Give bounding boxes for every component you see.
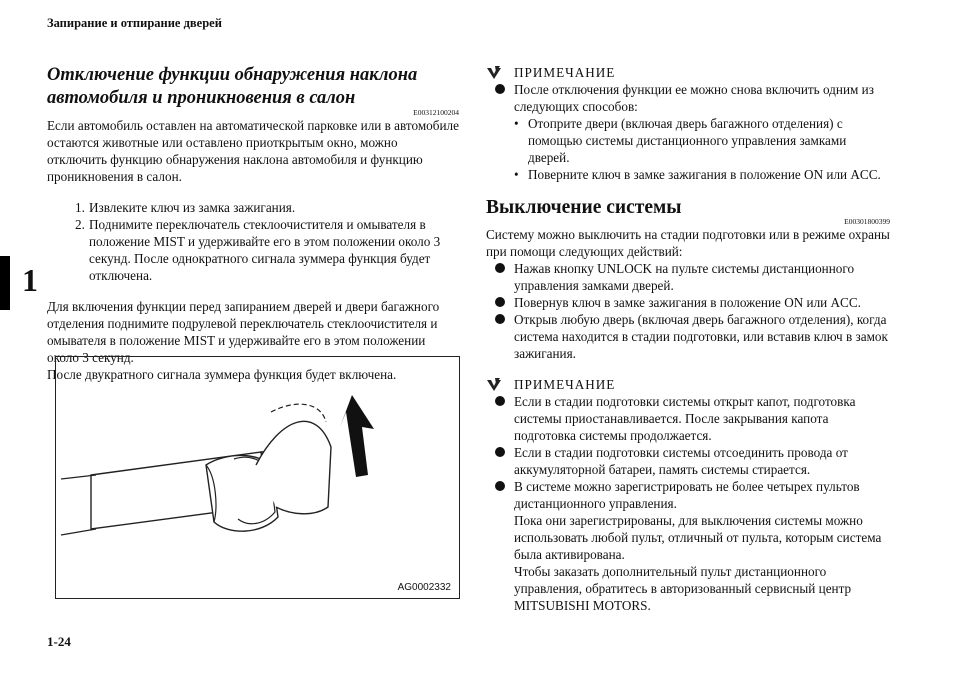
steps-list bbox=[47, 199, 459, 284]
note-bullet-item bbox=[486, 444, 890, 478]
chapter-number: 1 bbox=[22, 262, 38, 298]
note-header bbox=[486, 64, 890, 81]
step-text: Извлеките ключ из замка зажигания. bbox=[89, 200, 296, 215]
note-icon bbox=[486, 377, 502, 393]
page-number: 1-24 bbox=[47, 634, 71, 649]
step-item bbox=[47, 216, 459, 284]
note-continuation: Пока они зарегистрированы, для выключения системы можно использовать любой пульт, отличный от пульта, которым система была активирована. bbox=[514, 513, 882, 562]
wiper-lever-drawing bbox=[56, 357, 459, 598]
section-heading-tilt-intrusion: Отключение функции обнаружения наклона автомобиля и проникновения в салон bbox=[47, 65, 418, 108]
sub-item: • Отоприте двери (включая дверь багажного отделения) с помощью системы дистанционного управления замками дверей. bbox=[514, 116, 847, 165]
method-item bbox=[486, 260, 890, 294]
step-number: 2. bbox=[75, 217, 85, 232]
disarm-intro: Систему можно выключить на стадии подготовки или в режиме охраны при помощи следующих действий: bbox=[486, 227, 890, 259]
sub-item: • Поверните ключ в замке зажигания в положение ON или ACC. bbox=[514, 167, 881, 182]
note-sub-list bbox=[486, 115, 890, 183]
sub-text: Поверните ключ в замке зажигания в положение ON или ACC. bbox=[528, 167, 881, 182]
left-column bbox=[47, 64, 459, 383]
section-code: E00312100204 bbox=[413, 108, 459, 117]
bullet-dot-icon bbox=[495, 263, 505, 273]
disarm-methods-list bbox=[486, 260, 890, 362]
section-heading-disarm: Выключение системы bbox=[486, 197, 682, 218]
step-text: Поднимите переключатель стеклоочистителя и омывателя в положение MIST и удерживайте его в этом положении около 3 секунд. После однократного сигнала зуммера функция будет отключена. bbox=[89, 217, 441, 283]
note-label: ПРИМЕЧАНИЕ bbox=[514, 377, 616, 392]
bullet-dot-icon bbox=[495, 481, 505, 491]
bullet-dot-icon bbox=[495, 447, 505, 457]
bullet-text: В системе можно зарегистрировать не более четырех пультов дистанционного управления. bbox=[514, 479, 860, 511]
method-text: Открыв любую дверь (включая дверь багажного отделения), когда система находится в стадии подготовки, или вставив ключ в замок зажигания. bbox=[514, 312, 888, 361]
chapter-tab-marker bbox=[0, 256, 10, 310]
note-bullet-item bbox=[486, 81, 890, 115]
method-item bbox=[486, 311, 890, 362]
note-bullet-item bbox=[486, 393, 890, 444]
sub-text: Отоприте двери (включая дверь багажного отделения) с помощью системы дистанционного управления замками дверей. bbox=[528, 116, 847, 165]
note-bullet-item bbox=[486, 478, 890, 512]
note-icon bbox=[486, 65, 502, 81]
step-number: 1. bbox=[75, 200, 85, 215]
note2-bullets bbox=[486, 393, 890, 512]
note-continuation: Чтобы заказать дополнительный пульт дистанционного управления, обратитесь в авторизованный сервисный центр MITSUBISHI MOTORS. bbox=[514, 564, 852, 613]
method-text: Повернув ключ в замке зажигания в положение ON или ACC. bbox=[514, 295, 861, 310]
method-text: Нажав кнопку UNLOCK на пульте системы дистанционного управления замками дверей. bbox=[514, 261, 855, 293]
section-code: E00301800399 bbox=[844, 217, 890, 226]
page-header: Запирание и отпирание дверей bbox=[47, 16, 222, 30]
bullet-dot-icon bbox=[495, 84, 505, 94]
intro-paragraph: Если автомобиль оставлен на автоматической парковке или в автомобиле остаются животные или оставлено приоткрытым окно, можно отключить функцию обнаружения наклона автомобиля и функцию проникновения в салон. bbox=[47, 118, 459, 184]
bullet-dot-icon bbox=[495, 314, 505, 324]
figure-code: AG0002332 bbox=[397, 582, 451, 593]
note-bullets bbox=[486, 81, 890, 115]
note-header bbox=[486, 376, 890, 393]
wiper-lever-illustration bbox=[55, 356, 460, 599]
enable-paragraph: Для включения функции перед запиранием дверей и двери багажного отделения поднимите подрулевой переключатель стеклоочистителя и омывателя в положение MIST и удерживайте его в этом положении около 3 секунд. bbox=[47, 299, 440, 365]
bullet-dot-icon bbox=[495, 396, 505, 406]
step-item bbox=[47, 199, 459, 216]
method-item bbox=[486, 294, 890, 311]
enable-result-paragraph: После двукратного сигнала зуммера функция будет включена. bbox=[47, 367, 397, 382]
bullet-dot-icon bbox=[495, 297, 505, 307]
right-column bbox=[486, 64, 890, 614]
bullet-text: Если в стадии подготовки системы отсоединить провода от аккумуляторной батареи, память системы стирается. bbox=[514, 445, 848, 477]
bullet-text: После отключения функции ее можно снова включить одним из следующих способов: bbox=[514, 82, 874, 114]
bullet-text: Если в стадии подготовки системы открыт капот, подготовка системы приостанавливается. После закрывания капота подготовка системы продолжается. bbox=[514, 394, 856, 443]
note-label: ПРИМЕЧАНИЕ bbox=[514, 65, 616, 80]
